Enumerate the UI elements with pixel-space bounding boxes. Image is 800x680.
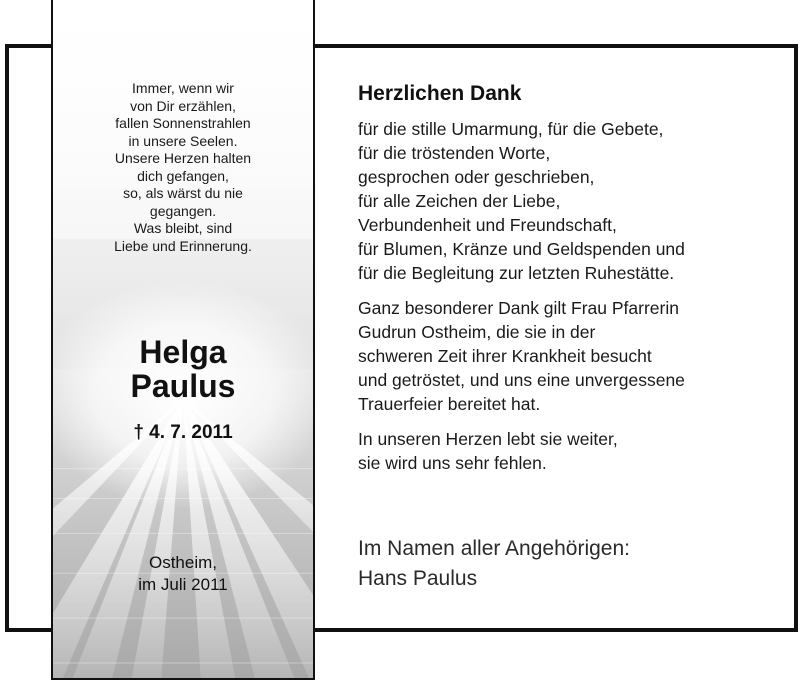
deceased-name bbox=[53, 335, 313, 403]
text-line: für die tröstenden Worte, bbox=[358, 143, 551, 163]
text-line: für die stille Umarmung, für die Gebete, bbox=[358, 119, 664, 139]
thanks-paragraph-2 bbox=[358, 296, 778, 416]
thanks-paragraph-3 bbox=[358, 427, 778, 475]
last-name: Paulus bbox=[130, 368, 236, 404]
poem-line: fallen Sonnenstrahlen bbox=[115, 115, 251, 131]
signature-block bbox=[358, 534, 630, 594]
thanks-heading: Herzlichen Dank bbox=[358, 82, 522, 105]
memorial-poem bbox=[53, 80, 313, 255]
poem-line: Liebe und Erinnerung. bbox=[114, 237, 252, 254]
signer-name: Hans Paulus bbox=[358, 567, 478, 590]
text-line: sie wird uns sehr fehlen. bbox=[358, 453, 547, 473]
text-line: Verbundenheit und Freundschaft, bbox=[358, 215, 617, 235]
text-line: für alle Zeichen der Liebe, bbox=[358, 191, 561, 211]
poem-line: von Dir erzählen, bbox=[130, 97, 236, 114]
text-line: und getröstet, und uns eine unvergessene bbox=[358, 370, 685, 390]
poem-line: dich gefangen, bbox=[137, 167, 229, 184]
poem-line: Immer, wenn wir bbox=[132, 80, 234, 96]
poem-line: Was bleibt, sind bbox=[133, 220, 233, 236]
memorial-side-panel bbox=[51, 0, 315, 680]
text-line: Gudrun Ostheim, die sie in der bbox=[358, 322, 596, 342]
text-line: für Blumen, Kränze und Geldspenden und bbox=[358, 239, 685, 259]
text-line: Trauerfeier bereitet hat. bbox=[358, 394, 541, 414]
signature-line: Im Namen aller Angehörigen: bbox=[358, 537, 630, 560]
text-line: für die Begleitung zur letzten Ruhestätte. bbox=[358, 263, 675, 283]
poem-line: Unsere Herzen halten bbox=[114, 150, 252, 166]
thanks-paragraph-1 bbox=[358, 117, 778, 285]
poem-line: gegangen. bbox=[149, 202, 217, 219]
text-line: schweren Zeit ihrer Krankheit besucht bbox=[358, 346, 652, 366]
death-date: † 4. 7. 2011 bbox=[133, 422, 233, 443]
text-line: In unseren Herzen lebt sie weiter, bbox=[358, 429, 618, 449]
text-line: Ganz besonderer Dank gilt Frau Pfarrerin bbox=[358, 298, 679, 318]
first-name: Helga bbox=[139, 334, 227, 370]
poem-line: in unsere Seelen. bbox=[128, 132, 238, 149]
thanks-section bbox=[358, 82, 778, 486]
place-and-date bbox=[53, 552, 313, 596]
date-line: im Juli 2011 bbox=[138, 575, 228, 594]
text-line: gesprochen oder geschrieben, bbox=[358, 167, 595, 187]
place: Ostheim, bbox=[148, 553, 218, 572]
poem-line: so, als wärst du nie bbox=[123, 185, 243, 201]
